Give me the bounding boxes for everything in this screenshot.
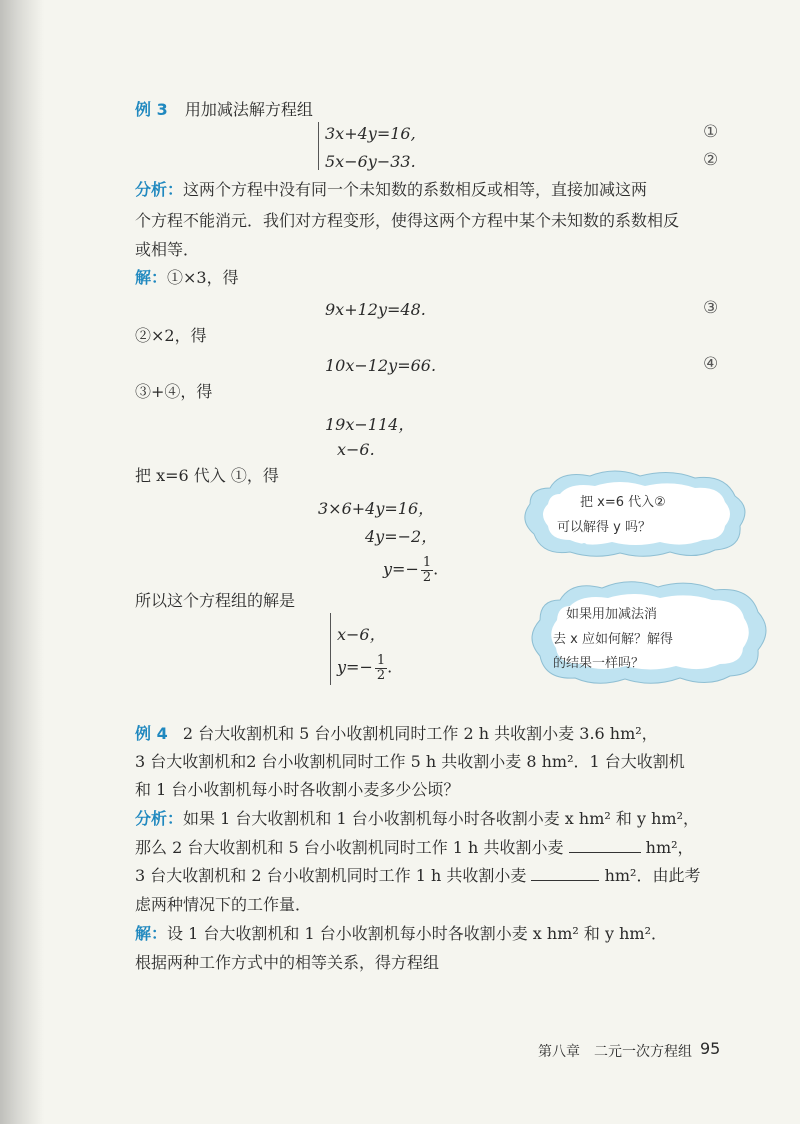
solution-1-step-3: ③+④，得 bbox=[135, 382, 213, 401]
answer-blank-1 bbox=[569, 840, 641, 853]
cloud-1-line-2: 可以解得 y 吗？ bbox=[557, 520, 651, 535]
example-3-label: 例 3 bbox=[135, 100, 168, 119]
analysis-2-line-2 bbox=[135, 840, 694, 856]
equation-9-numerator: 1 bbox=[422, 555, 432, 570]
solution-1-conclusion: 所以这个方程组的解是 bbox=[135, 591, 296, 610]
equation-3: 9x+12y=48. bbox=[325, 300, 426, 319]
analysis-2-line-3 bbox=[135, 868, 700, 884]
equation-9 bbox=[383, 556, 438, 584]
equation-9-denominator: 2 bbox=[422, 569, 432, 585]
cloud-2-line-3: 的结果一样吗？ bbox=[553, 656, 645, 671]
equation-9-left: y=− bbox=[383, 559, 419, 579]
answer-blank-2 bbox=[531, 868, 599, 881]
equation-9-end: . bbox=[433, 559, 439, 579]
example-3-heading bbox=[135, 102, 313, 118]
example-4-label: 例 4 bbox=[135, 724, 168, 743]
equation-3-marker: ③ bbox=[703, 298, 719, 318]
analysis-2-text-2b: hm²， bbox=[645, 838, 694, 857]
equation-4: 10x−12y=66. bbox=[325, 356, 437, 375]
solution-y-fraction bbox=[375, 654, 387, 682]
solution-2-line-1 bbox=[135, 926, 667, 942]
equation-4-marker: ④ bbox=[703, 354, 719, 374]
solution-2-line-2: 根据两种工作方式中的相等关系，得方程组 bbox=[135, 953, 440, 972]
solution-1-label: 解： bbox=[135, 268, 168, 287]
analysis-1-line-1 bbox=[135, 182, 647, 198]
analysis-1-line-3: 或相等． bbox=[135, 240, 200, 259]
cloud-1-line-1: 把 x=6 代入② bbox=[580, 495, 666, 510]
solution-x: x−6， bbox=[337, 625, 386, 644]
analysis-2-line-1 bbox=[135, 811, 699, 827]
analysis-1-label: 分析： bbox=[135, 180, 184, 199]
analysis-2-text-1: 如果 1 台大收割机和 1 台小收割机每小时各收割小麦 x hm² 和 y hm²， bbox=[183, 809, 699, 828]
analysis-2-text-3b: hm²．由此考 bbox=[604, 866, 701, 885]
example-4-line-2: 3 台大收割机和2 台小收割机同时工作 5 h 共收割小麦 8 hm²．1 台大收割机 bbox=[135, 752, 685, 771]
equation-7: 3×6+4y=16， bbox=[318, 499, 435, 518]
solution-1-step-4: 把 x=6 代入 ①，得 bbox=[135, 466, 279, 485]
cloud-2-line-1: 如果用加减法消 bbox=[566, 607, 658, 622]
equation-8: 4y=−2， bbox=[365, 527, 438, 546]
solution-1-step-2: ②×2，得 bbox=[135, 326, 207, 345]
solution-y-denominator: 2 bbox=[376, 667, 386, 683]
solution-2-label: 解： bbox=[135, 924, 168, 943]
solution-1-step-1-text: ①×3，得 bbox=[167, 268, 239, 287]
analysis-2-text-3a: 3 台大收割机和 2 台小收割机同时工作 1 h 共收割小麦 bbox=[135, 866, 527, 885]
example-3-title: 用加减法解方程组 bbox=[184, 100, 313, 119]
equation-1-marker: ① bbox=[703, 122, 719, 142]
solution-y-end: . bbox=[387, 657, 393, 677]
example-4-text-1: 2 台大收割机和 5 台小收割机同时工作 2 h 共收割小麦 3.6 hm²， bbox=[182, 724, 658, 743]
analysis-1-text-1: 这两个方程中没有同一个未知数的系数相反或相等，直接加减这两 bbox=[183, 180, 648, 199]
equation-5: 19x−114， bbox=[325, 415, 415, 434]
chapter-footer: 第八章 二元一次方程组 bbox=[538, 1044, 692, 1060]
example-4-line-3: 和 1 台小收割机每小时各收割小麦多少公顷？ bbox=[135, 780, 460, 799]
analysis-1-line-2: 个方程不能消元．我们对方程变形，使得这两个方程中某个未知数的系数相反 bbox=[135, 211, 680, 230]
equation-1: 3x+4y=16, bbox=[325, 124, 416, 143]
equation-2-marker: ② bbox=[703, 150, 719, 170]
analysis-2-line-4: 虑两种情况下的工作量． bbox=[135, 895, 312, 914]
page-binding-shadow bbox=[0, 0, 44, 1124]
solution-2-text-1: 设 1 台大收割机和 1 台小收割机每小时各收割小麦 x hm² 和 y hm²． bbox=[167, 924, 667, 943]
analysis-2-label: 分析： bbox=[135, 809, 184, 828]
solution-y bbox=[337, 654, 392, 682]
equation-6: x−6. bbox=[337, 440, 375, 459]
page-number: 95 bbox=[700, 1039, 721, 1058]
equation-2: 5x−6y−33. bbox=[325, 152, 416, 171]
equation-brace bbox=[318, 122, 319, 170]
solution-y-numerator: 1 bbox=[376, 653, 386, 668]
solution-y-left: y=− bbox=[337, 657, 373, 677]
equation-9-fraction bbox=[421, 556, 433, 584]
cloud-2-line-2: 去 x 应如何解？解得 bbox=[553, 632, 673, 647]
thought-cloud-1-icon bbox=[520, 468, 750, 560]
analysis-2-text-2a: 那么 2 台大收割机和 5 台小收割机同时工作 1 h 共收割小麦 bbox=[135, 838, 564, 857]
solution-brace bbox=[330, 613, 331, 685]
example-4-line-1 bbox=[135, 726, 658, 742]
solution-1-step-1 bbox=[135, 270, 239, 286]
